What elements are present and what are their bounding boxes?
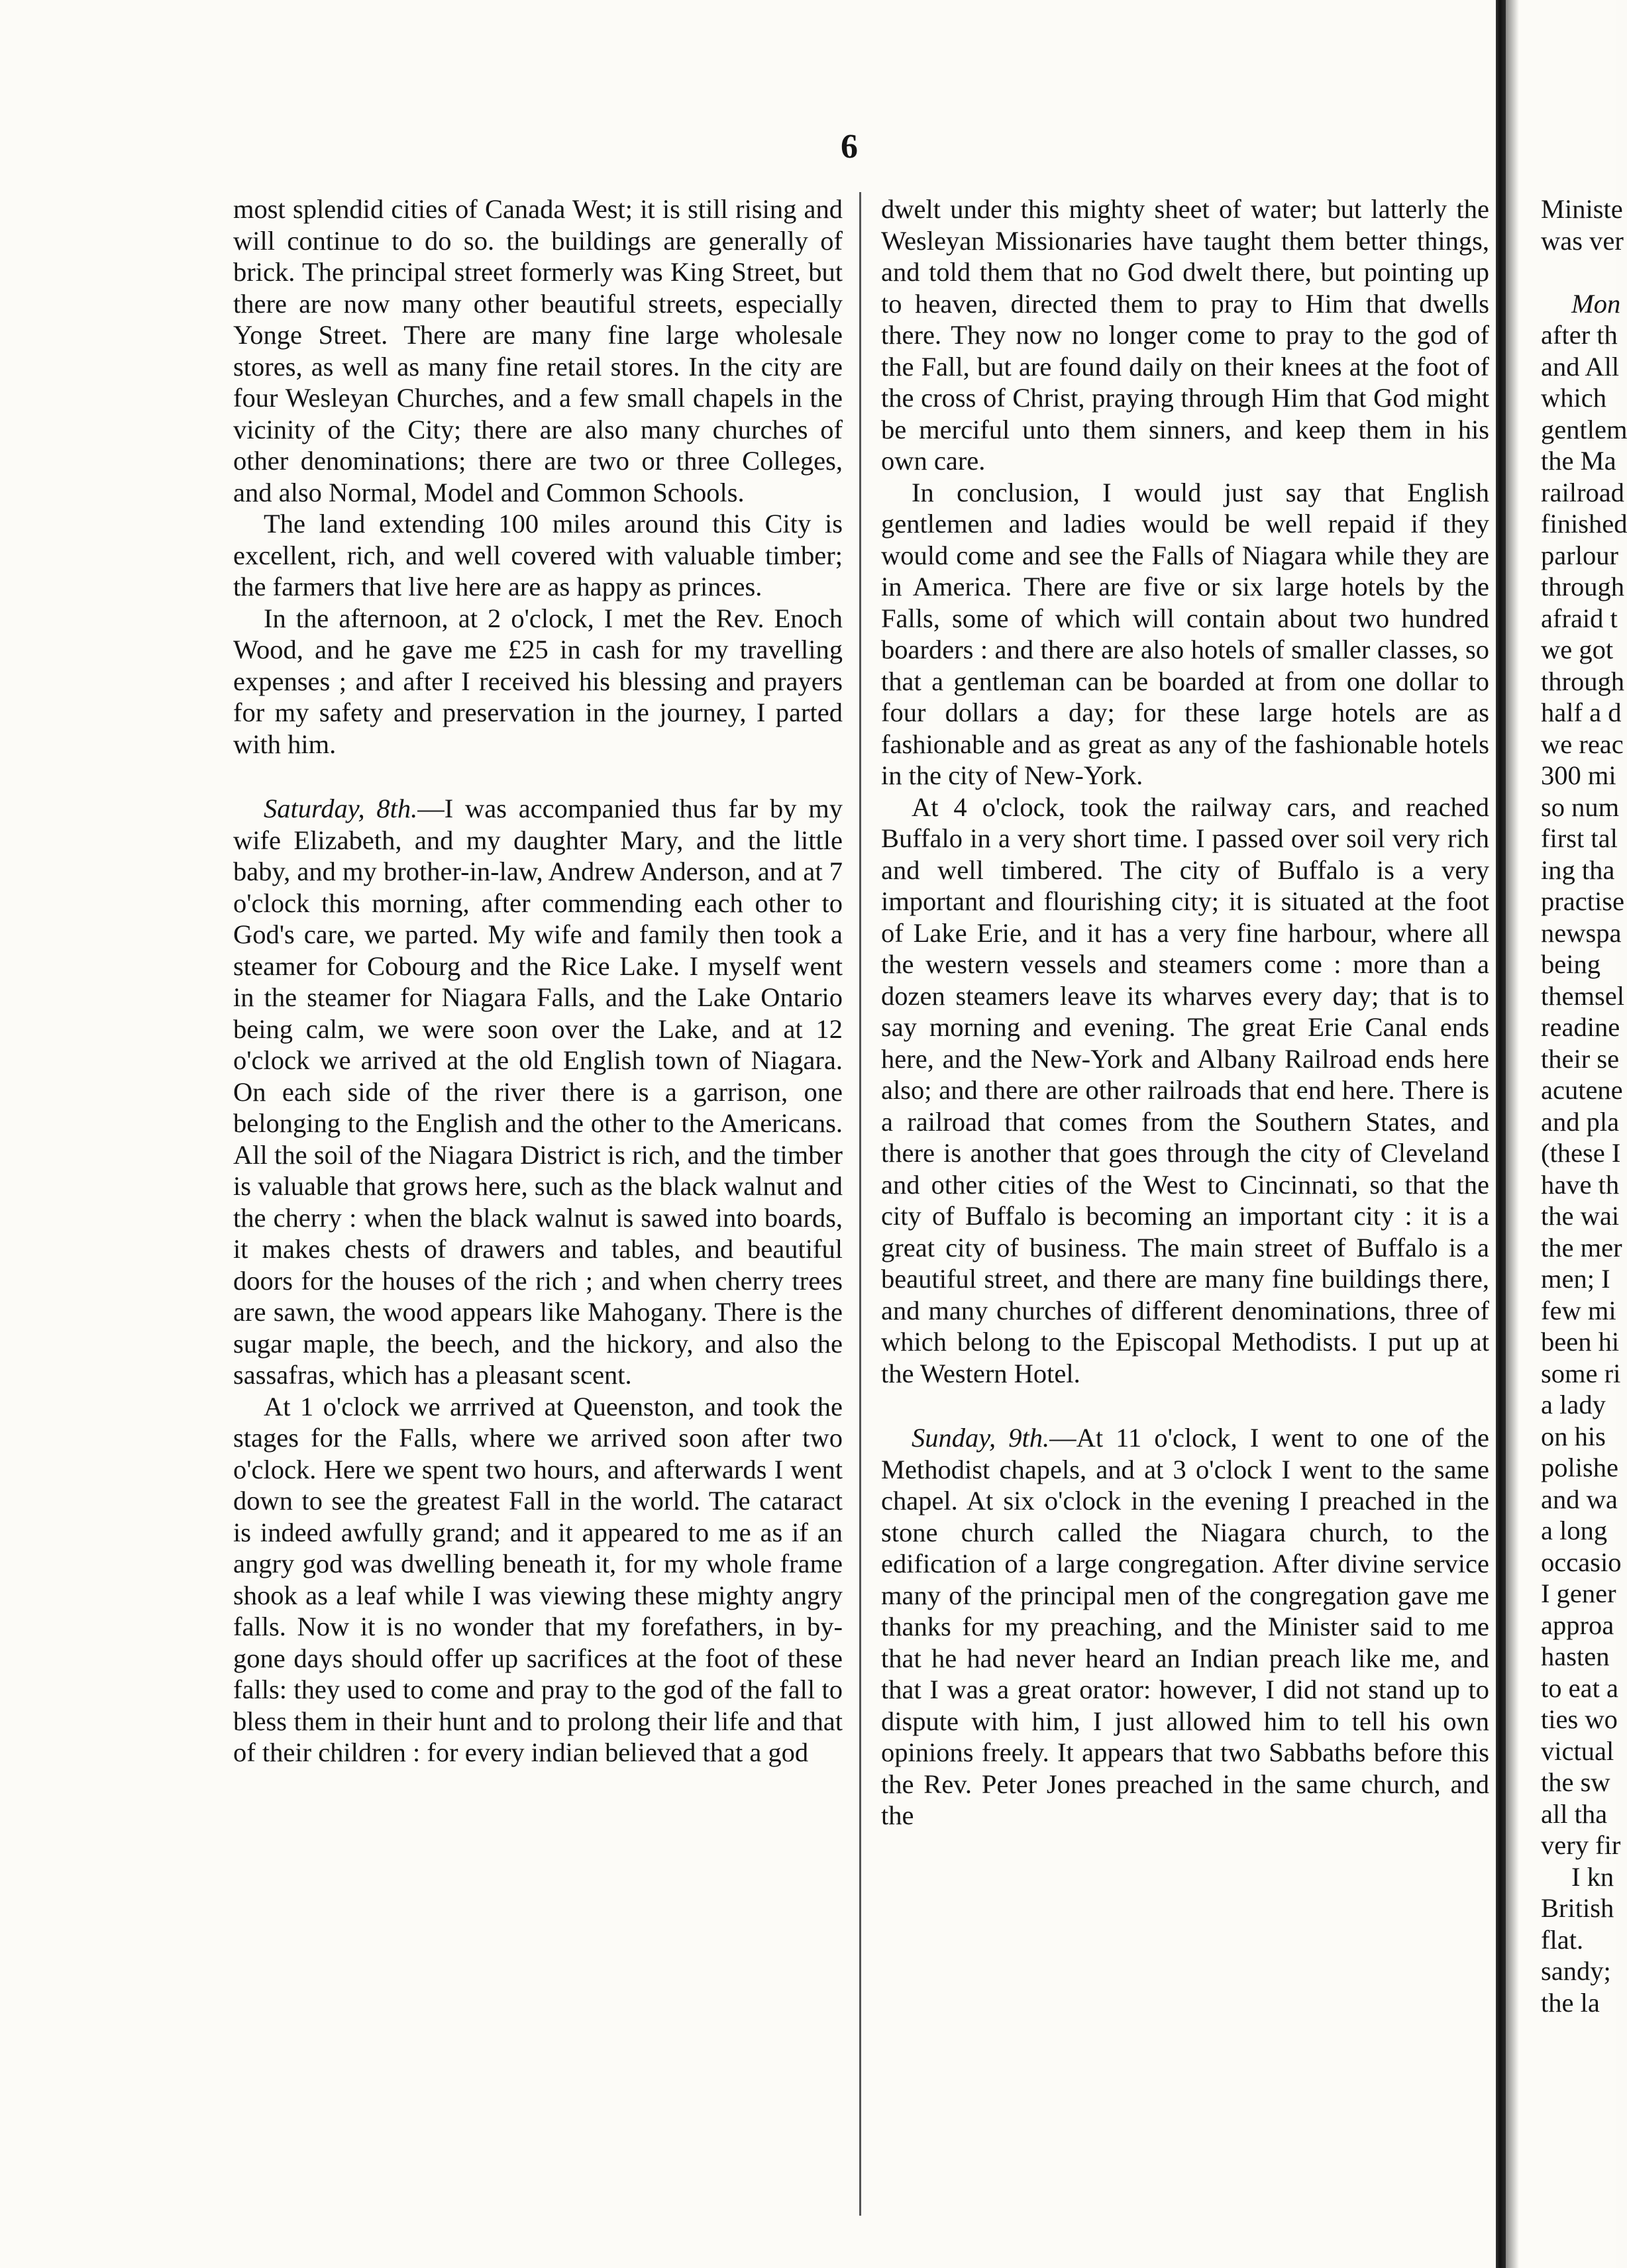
- fragment-line: readine: [1541, 1012, 1620, 1042]
- fragment-line: afraid t: [1541, 603, 1618, 633]
- fragment-line: finished: [1541, 509, 1627, 539]
- page-number: 6: [841, 128, 858, 166]
- fragment-line: parlour: [1541, 540, 1618, 570]
- fragment-line: I gener: [1541, 1578, 1616, 1608]
- diary-date-heading: Saturday, 8th.: [264, 794, 418, 823]
- fragment-line: was ver: [1541, 225, 1624, 256]
- paragraph-text: In conclusion, I would just say that English gentlemen and ladies would be well repaid if they would come and see the Falls of Niagara while they are in America. There are five or six large hotels by the Falls, some of which will contain about two hundred boarders : and there are also hotels of smaller classes, so that a gentleman can be boarded at from one dollar to four dollars a day; for these large hotels are as fashionable and as great as any of the fashionable hotels in the city of New-York.: [881, 477, 1489, 790]
- fragment-line: themsel: [1541, 980, 1624, 1011]
- fragment-line: hasten: [1541, 1641, 1610, 1671]
- fragment-line: been hi: [1541, 1327, 1620, 1357]
- book-spine-gutter: [1496, 0, 1506, 2268]
- fragment-line: we reac: [1541, 729, 1624, 759]
- diary-date-heading: Sunday, 9th.: [912, 1423, 1050, 1453]
- fragment-line: after th: [1541, 320, 1618, 350]
- fragment-line: sandy;: [1541, 1956, 1611, 1986]
- fragment-line: Mon: [1571, 288, 1621, 319]
- fragment-line: through: [1541, 666, 1624, 696]
- fragment-line: Ministe: [1541, 194, 1623, 224]
- paragraph-text: dwelt under this mighty sheet of water; but latterly the Wesleyan Missionaries have taught them better things, and told them that no God dwelt there, but pointing up to heaven, directed them to pray to Him that dwells there. They now no longer come to pray to the god of the Fall, but are found daily on their knees at the foot of the cross of Christ, praying through Him that God might be merciful unto them sinners, and keep them in his own care.: [881, 194, 1489, 476]
- paragraph-text: In the afternoon, at 2 o'clock, I met the Rev. Enoch Wood, and he gave me £25 in cash for my travelling expenses ; and after I received his blessing and prayers for my safety and preservation in the journey, I parted with him.: [233, 603, 843, 759]
- fragment-line: the wai: [1541, 1201, 1620, 1231]
- paragraph-text: —At 11 o'clock, I went to one of the Methodist chapels, and at 3 o'clock I went to the same chapel. At six o'clock in the evening I preached in the stone church called the Niagara church, to the edification of a large congregation. After divine service many of the principal men of the congregation gave me thanks for my preaching, and the Minister said to me that he had never heard an Indian preach like me, and that I was a great orator: however, I did not stand up to dispute with him, I just allowed him to tell his own opinions freely. It appears that two Sabbaths before this the Rev. Peter Jones preached in the same church, and the: [881, 1423, 1490, 1830]
- fragment-line: 300 mi: [1541, 760, 1616, 790]
- paragraph-p9: [881, 1422, 1489, 1831]
- paragraph-p8: [881, 792, 1489, 1390]
- fragment-line: very fir: [1541, 1830, 1621, 1860]
- fragment-line: occasio: [1541, 1547, 1622, 1577]
- fragment-line: gentlem: [1541, 414, 1627, 444]
- fragment-line: ing tha: [1541, 854, 1615, 885]
- paragraph-text: most splendid cities of Canada West; it is still rising and will continue to do so. the buildings are generally of brick. The principal street formerly was King Street, but there are now many other beautiful streets, especially Yonge Street. There are many fine large wholesale stores, as well as many fine retail stores. In the city are four Wesleyan Churches, and a few small chapels in the vicinity of the City; there are also many churches of other denominations; there are two or three Colleges, and also Normal, Model and Common Schools.: [233, 194, 843, 507]
- fragment-line: on his: [1541, 1421, 1606, 1451]
- fragment-line: to eat a: [1541, 1673, 1618, 1703]
- fragment-line: and All: [1541, 351, 1620, 382]
- fragment-line: railroad: [1541, 477, 1624, 507]
- fragment-line: so num: [1541, 792, 1620, 822]
- fragment-line: first tal: [1541, 823, 1618, 853]
- paragraph-text: At 1 o'clock we arrrived at Queenston, and took the stages for the Falls, where we arrived soon after two o'clock. Here we spent two hours, and afterwards I went down to see the greatest Fall in the world. The cataract is indeed awfully grand; and it appeared to me as if an angry god was dwelling beneath it, for my whole frame shook as a leaf while I was viewing these mighty angry falls. Now it is no wonder that my forefathers, in by-gone days should offer up sacrifices at the foot of these falls: they used to come and pray to the god of the fall to bless them in their hunt and to prolong their life and that of their children : for every indian believed that a god: [233, 1391, 843, 1767]
- fragment-line: acutene: [1541, 1075, 1623, 1105]
- gutter-shadow: [1506, 0, 1519, 2268]
- fragment-line: practise: [1541, 886, 1624, 916]
- fragment-line: we got: [1541, 635, 1614, 664]
- paragraph-p6: [881, 193, 1489, 477]
- fragment-line: have th: [1541, 1169, 1620, 1200]
- fragment-line: being: [1541, 949, 1601, 979]
- fragment-line: newspa: [1541, 917, 1622, 948]
- fragment-line: [1541, 256, 1616, 288]
- fragment-line: through: [1541, 572, 1624, 601]
- fragment-line: men; I: [1541, 1264, 1610, 1294]
- fragment-line: ties wo: [1541, 1704, 1618, 1734]
- paragraph-p5: [233, 1391, 843, 1769]
- middle-text-column: [881, 193, 1489, 1831]
- fragment-line: their se: [1541, 1043, 1620, 1074]
- fragment-line: victual: [1541, 1735, 1614, 1766]
- fragment-line: half a d: [1541, 697, 1622, 727]
- fragment-line: the sw: [1541, 1767, 1610, 1797]
- fragment-line: I kn: [1571, 1861, 1614, 1892]
- fragment-line: British: [1541, 1893, 1614, 1923]
- paragraph-text: The land extending 100 miles around this City is excellent, rich, and well covered with valuable timber; the farmers that live here are as happy as princes.: [233, 509, 843, 601]
- fragment-line: some ri: [1541, 1358, 1621, 1388]
- column-divider: [859, 192, 861, 2216]
- fragment-line: flat.: [1541, 1924, 1584, 1955]
- paragraph-text: —I was accompanied thus far by my wife Elizabeth, and my daughter Mary, and the little baby, and my brother-in-law, Andrew Anderson, and at 7 o'clock this morning, after commending each other to God's care, we parted. My wife and family then took a steamer for Cobourg and the Rice Lake. I myself went in the steamer for Niagara Falls, and the Lake Ontario being calm, we were soon over the Lake, and at 12 o'clock we arrived at the old English town of Niagara. On each side of the river there is a garrison, one belonging to the English and the other to the Americans. All the soil of the Niagara District is rich, and the timber is valuable that grows here, such as the black walnut and the cherry : when the black walnut is sawed into boards, it makes chests of drawers and tables, and beautiful doors for the houses of the rich ; and when cherry trees are sawn, the wood appears like Mahogany. There is the sugar maple, the beech, and the hickory, and also the sassafras, which has a pleasant scent.: [233, 794, 843, 1390]
- paragraph-p2: [233, 508, 843, 603]
- fragment-line: (these I: [1541, 1138, 1621, 1168]
- fragment-line: and pla: [1541, 1106, 1620, 1137]
- facing-page-fragment: [1541, 193, 1627, 2018]
- fragment-line: few mi: [1541, 1295, 1616, 1325]
- fragment-line: which: [1541, 383, 1606, 413]
- fragment-line: approa: [1541, 1610, 1614, 1640]
- paragraph-p1: [233, 193, 843, 508]
- fragment-line: polishe: [1541, 1453, 1618, 1482]
- paragraph-p7: [881, 477, 1489, 792]
- paragraph-p3: [233, 603, 843, 760]
- fragment-line: the la: [1541, 1987, 1600, 2018]
- fragment-line: the Ma: [1541, 446, 1616, 476]
- paragraph-text: At 4 o'clock, took the railway cars, and reached Buffalo in a very short time. I passed over soil very rich and well timbered. The city of Buffalo is a very important and flourishing city; it is situated at the foot of Lake Erie, and it has a very fine harbour, where all the western vessels and steamers come : more than a dozen steamers leave its wharves every day; that is to say morning and evening. The great Erie Canal ends here, and the New-York and Albany Railroad ends here also; and there are other railroads that end here. There is a railroad that comes from the Southern States, and there is another that goes through the city of Cleveland and other cities of the West to Cincinnati, so that the city of Buffalo is becoming an important city : it is a great city of business. The main street of Buffalo is a beautiful street, and there are many fine buildings there, and many churches of different denominations, three of which belong to the Episcopal Methodists. I put up at the Western Hotel.: [881, 792, 1489, 1388]
- paragraph-p4: [233, 793, 843, 1391]
- fragment-line: all tha: [1541, 1798, 1608, 1829]
- fragment-line: a long: [1541, 1516, 1608, 1545]
- fragment-line: a lady: [1541, 1390, 1606, 1419]
- left-text-column: [233, 193, 843, 1769]
- fragment-line: the mer: [1541, 1232, 1622, 1263]
- fragment-line: and wa: [1541, 1484, 1618, 1514]
